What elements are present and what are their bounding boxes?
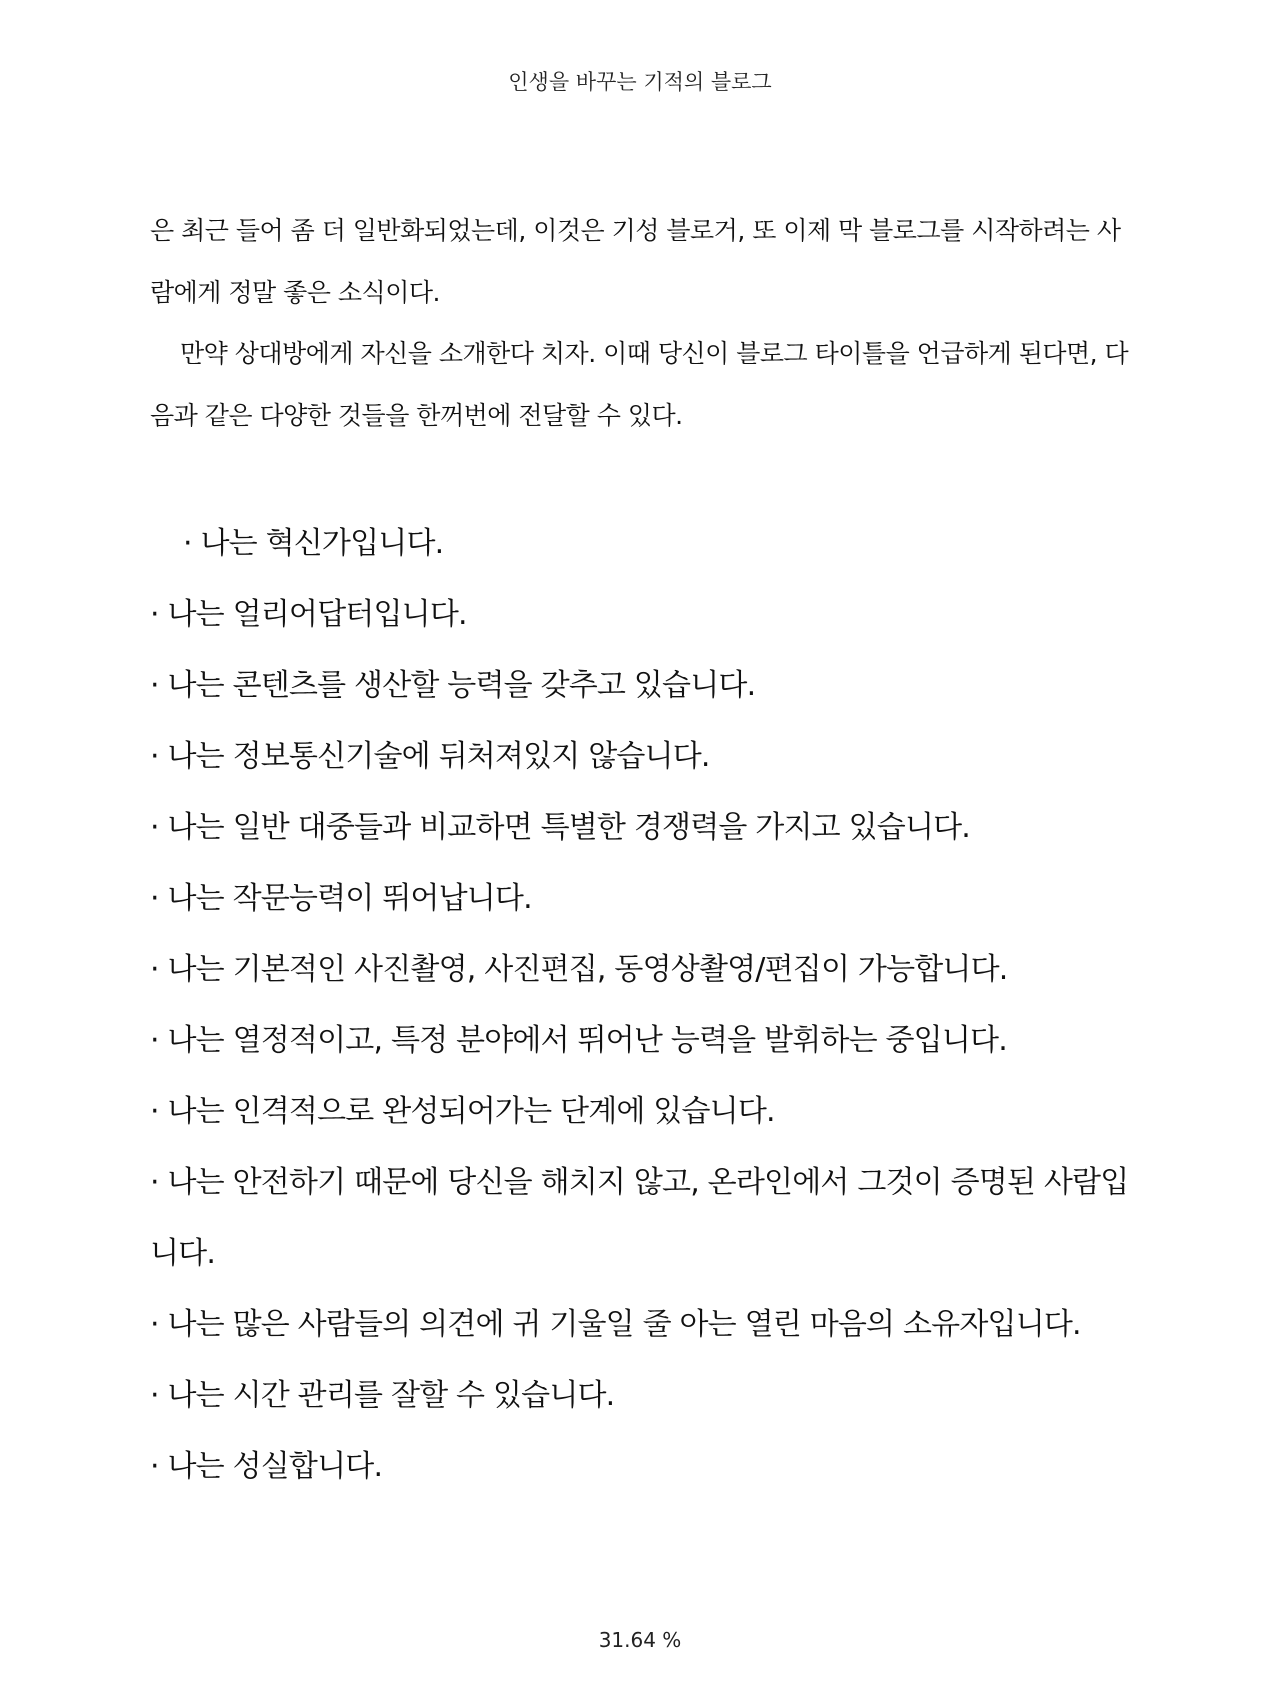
reading-progress: 31.64 % <box>598 1628 682 1652</box>
list-item: · 나는 인격적으로 완성되어가는 단계에 있습니다. <box>150 1094 775 1129</box>
list-item: · 나는 작문능력이 뛰어납니다. <box>150 881 532 916</box>
list-item: · 나는 혁신가입니다. <box>183 526 444 561</box>
list-item: · 나는 열정적이고, 특정 분야에서 뛰어난 능력을 발휘하는 중입니다. <box>150 1023 1007 1058</box>
list-item: · 나는 일반 대중들과 비교하면 특별한 경쟁력을 가지고 있습니다. <box>150 810 971 845</box>
list-item: · 나는 안전하기 때문에 당신을 해치지 않고, 온라인에서 그것이 증명된 사람입니다. <box>150 1165 1129 1271</box>
list-item: · 나는 많은 사람들의 의견에 귀 기울일 줄 아는 열린 마음의 소유자입니다. <box>150 1307 1081 1342</box>
list-item: · 나는 얼리어답터입니다. <box>150 597 467 632</box>
list-item: · 나는 콘텐츠를 생산할 능력을 갖추고 있습니다. <box>150 668 756 703</box>
list-item: · 나는 시간 관리를 잘할 수 있습니다. <box>150 1378 615 1413</box>
book-title: 인생을 바꾸는 기적의 블로그 <box>508 70 772 94</box>
paragraph: 만약 상대방에게 자신을 소개한다 치자. 이때 당신이 블로그 타이틀을 언급하게 된다면, 다음과 같은 다양한 것들을 한꺼번에 전달할 수 있다. <box>150 339 1129 430</box>
list-item: · 나는 정보통신기술에 뒤처져있지 않습니다. <box>150 739 710 774</box>
bullet-list <box>150 508 1140 1502</box>
list-item: · 나는 기본적인 사진촬영, 사진편집, 동영상촬영/편집이 가능합니다. <box>150 952 1008 987</box>
reading-body <box>150 200 1130 446</box>
paragraph: 은 최근 들어 좀 더 일반화되었는데, 이것은 기성 블로거, 또 이제 막 블로그를 시작하려는 사람에게 정말 좋은 소식이다. <box>150 216 1121 307</box>
list-item: · 나는 성실합니다. <box>150 1449 383 1484</box>
